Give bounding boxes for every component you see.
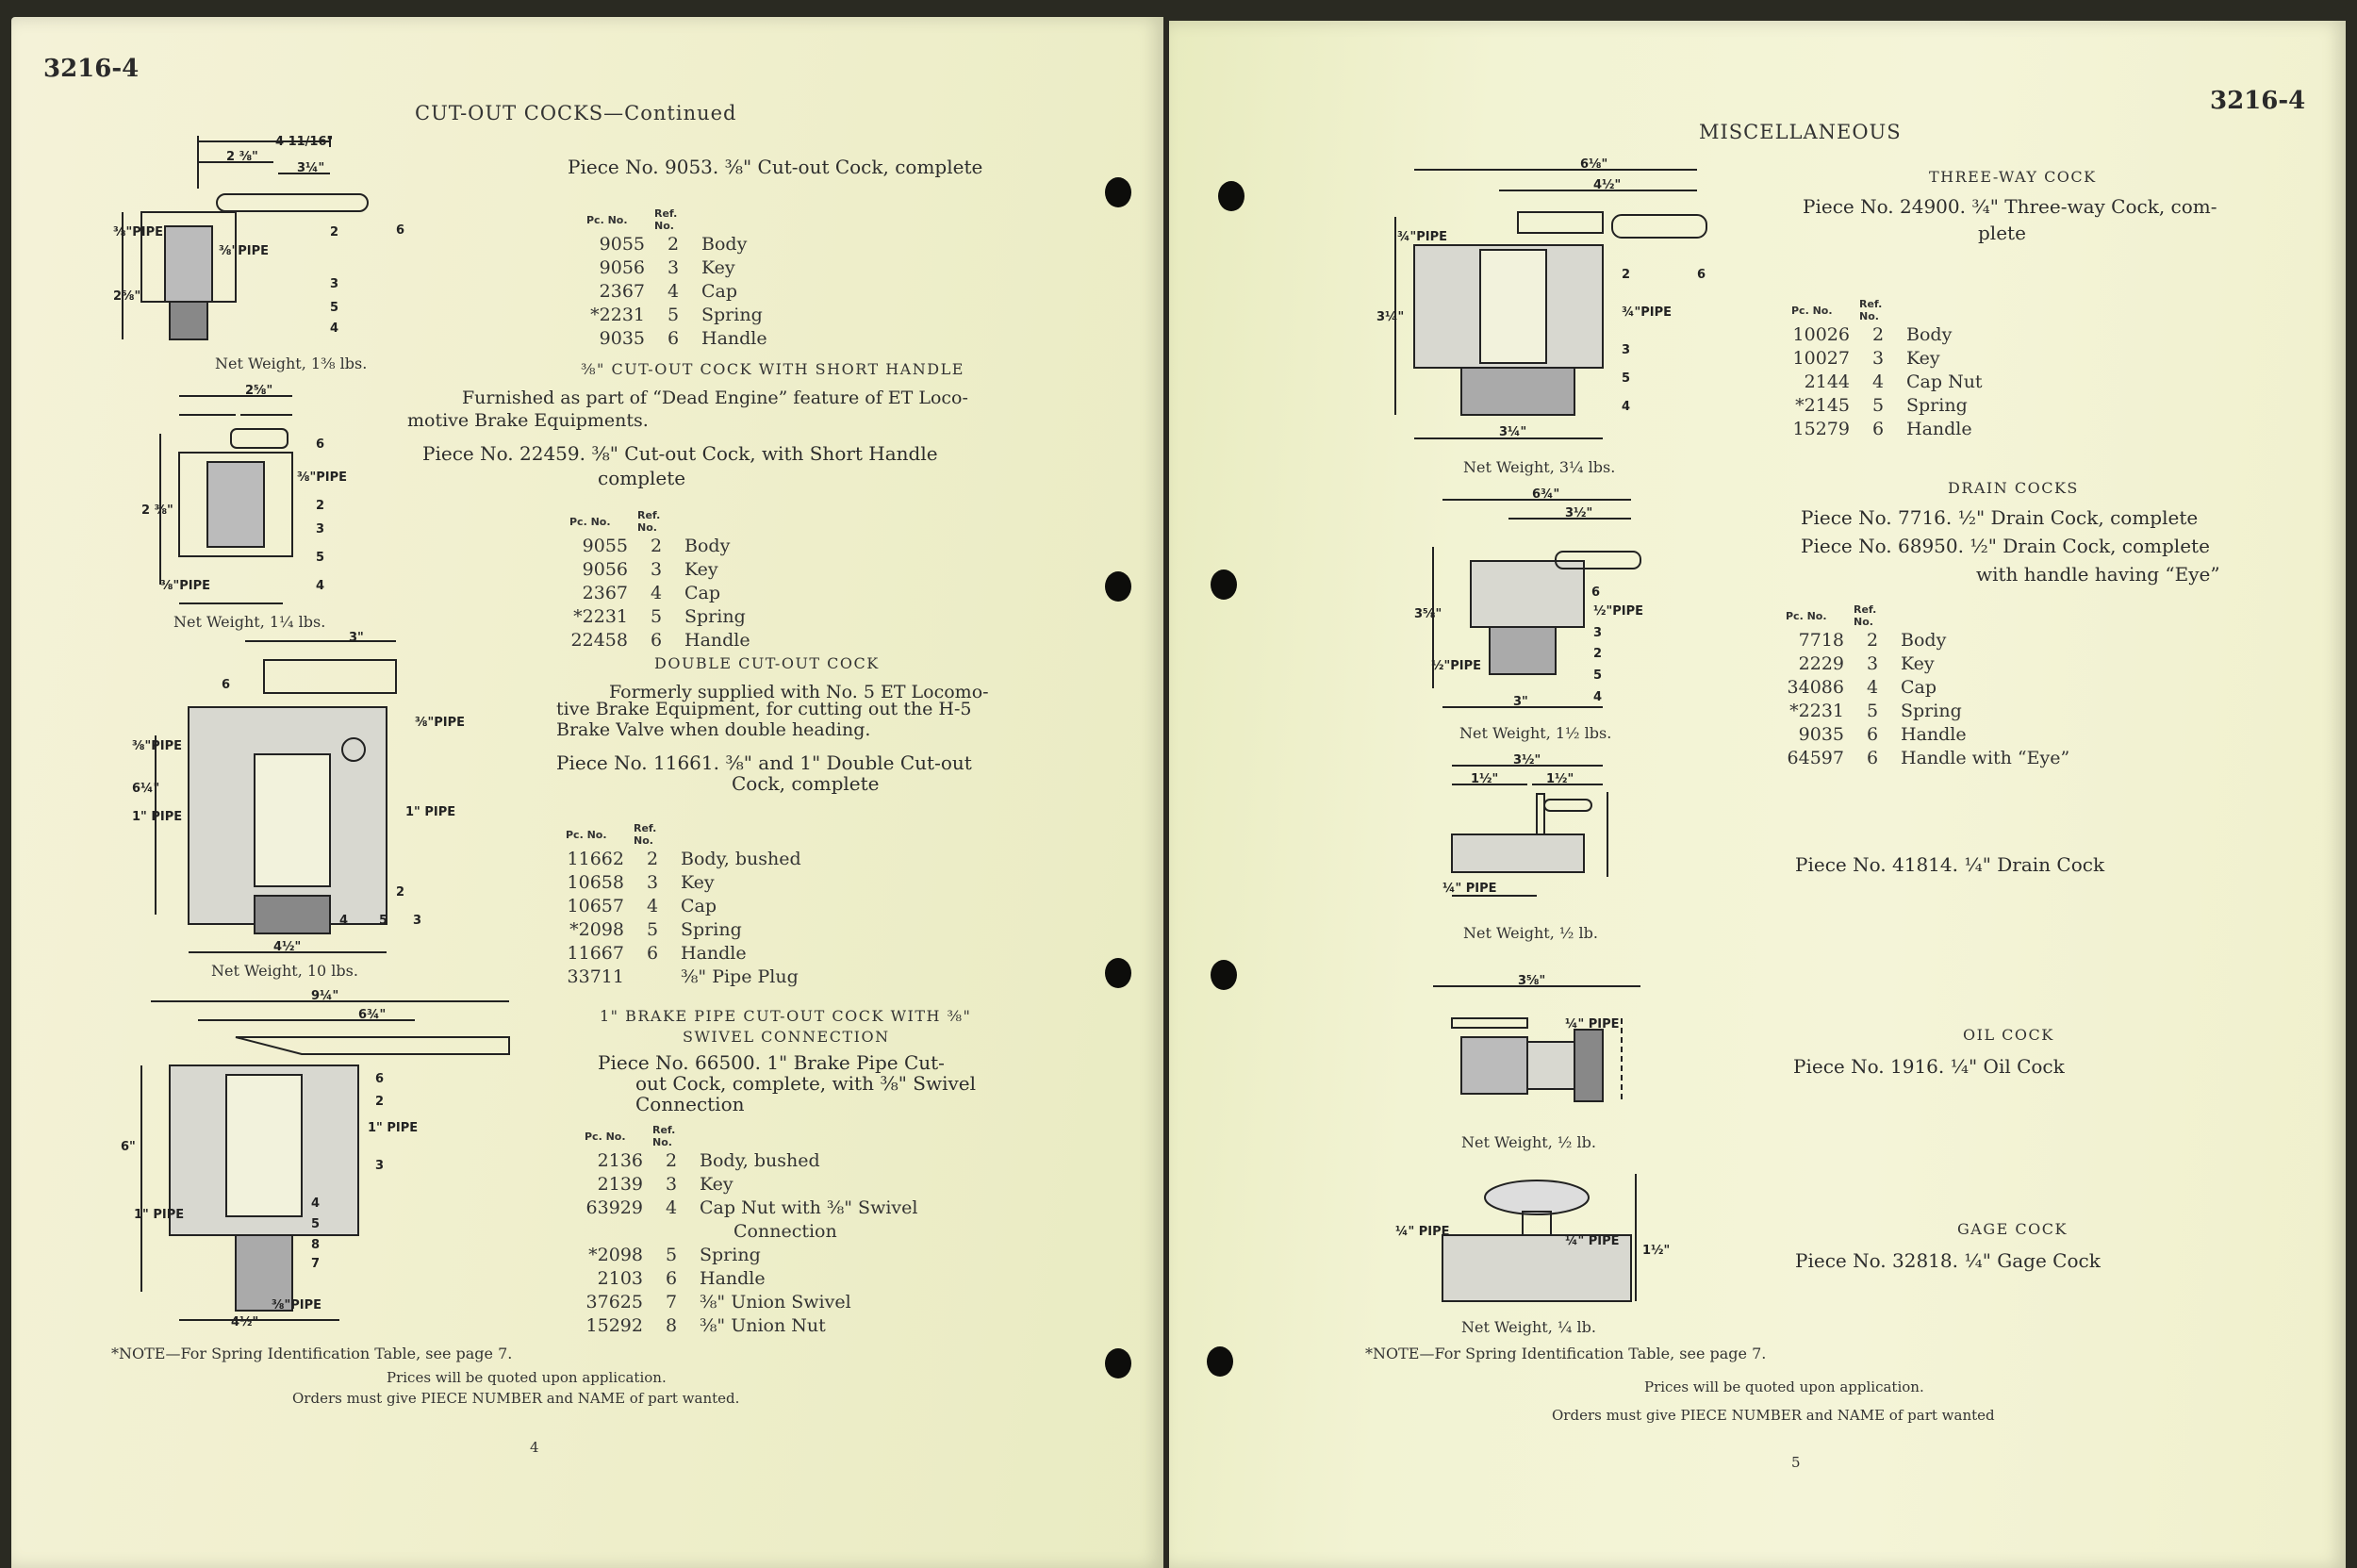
pipe-label: ½"PIPE [1431, 659, 1482, 673]
dim-label: 3⅝" [1518, 974, 1546, 988]
piece-66500: Piece No. 66500. 1" Brake Pipe Cut- [598, 1051, 945, 1074]
table-row: 2144 4 Cap Nut [1804, 371, 1983, 392]
svg-text:4: 4 [1622, 400, 1631, 414]
table-row: 22458 6 Handle [570, 630, 750, 651]
piece-22459-cont: complete [598, 467, 686, 489]
piece-24900: Piece No. 24900. ¾" Three-way Cock, com- [1803, 195, 2217, 218]
left-corner-code: 3216-4 [43, 55, 140, 83]
three-way-cock-drawing [1376, 157, 1725, 453]
table-row: 2367 4 Cap [599, 281, 738, 302]
piece-9053: Piece No. 9053. ⅜" Cut-out Cock, complete [568, 156, 983, 178]
weight-9053: Net Weight, 1⅜ lbs. [215, 355, 368, 372]
dim-label: 6⅛" [1580, 157, 1608, 172]
weight-drain: Net Weight, 1½ lbs. [1459, 724, 1612, 742]
table-row: 33711 ⅜" Pipe Plug [567, 966, 799, 987]
table-row: Connection [733, 1221, 837, 1242]
piece-68950: Piece No. 68950. ½" Drain Cock, complete [1801, 535, 2210, 557]
pipe-label: ⅜"PIPE [113, 225, 164, 239]
svg-text:5: 5 [330, 301, 339, 315]
piece-11661: Piece No. 11661. ⅜" and 1" Double Cut-out [556, 751, 972, 774]
small-drain-cock-drawing [1433, 754, 1631, 915]
piece-32818: Piece No. 32818. ¼" Gage Cock [1795, 1249, 2101, 1272]
table-row: 10658 3 Key [567, 872, 715, 893]
desc-double-2: tive Brake Equipment, for cutting out the H-5 [556, 699, 972, 719]
right-note: *NOTE—For Spring Identification Table, see page 7. [1365, 1345, 1767, 1362]
right-orders: Orders must give PIECE NUMBER and NAME of part wanted [1552, 1407, 1995, 1424]
left-orders: Orders must give PIECE NUMBER and NAME of part wanted. [292, 1390, 740, 1407]
weight-24900: Net Weight, 3¼ lbs. [1463, 458, 1616, 476]
piece-68950-cont: with handle having “Eye” [1976, 563, 2220, 586]
dim-label: 4½" [231, 1315, 259, 1329]
dim-label: 4½" [1593, 178, 1622, 192]
dim-label: 2⅝" [113, 289, 141, 304]
dim-label: 4 11/16" [275, 135, 334, 149]
piece-66500-cont2: Connection [635, 1093, 745, 1115]
dim-label: 6" [121, 1140, 136, 1154]
binder-hole [1105, 958, 1131, 988]
svg-text:6: 6 [222, 678, 231, 692]
table-row: *2145 5 Spring [1795, 395, 1968, 416]
weight-32818: Net Weight, ¼ lb. [1461, 1318, 1596, 1336]
binder-hole [1105, 1348, 1131, 1378]
table-row: 34086 4 Cap [1787, 677, 1937, 698]
table-row: *2098 5 Spring [588, 1245, 761, 1265]
table-row: 11662 2 Body, bushed [567, 849, 801, 869]
dim-label: 6¼" [132, 782, 160, 796]
pipe-label: 1" PIPE [368, 1121, 419, 1135]
svg-text:2: 2 [330, 225, 339, 239]
table-row: 10026 2 Body [1792, 324, 1953, 345]
svg-text:6: 6 [1591, 586, 1601, 600]
table-row: 2136 2 Body, bushed [597, 1150, 820, 1171]
svg-text:2: 2 [1593, 647, 1603, 661]
svg-text:4: 4 [339, 914, 349, 928]
svg-text:3: 3 [316, 522, 325, 536]
svg-text:3: 3 [330, 277, 339, 291]
dim-label: 2 ⅜" [141, 503, 173, 518]
table-row: 63929 4 Cap Nut with ⅜" Swivel [585, 1197, 918, 1218]
pipe-label: ⅜"PIPE [160, 579, 211, 593]
svg-text:6: 6 [396, 223, 405, 238]
left-prices: Prices will be quoted upon application. [387, 1369, 667, 1386]
desc-double-3: Brake Valve when double heading. [556, 719, 871, 740]
svg-text:3: 3 [413, 914, 422, 928]
parts-table-66500: Pc. No. Ref. No. 2136 2 Body, bushed 2139 3 Key 63929 4 Cap Nut with ⅜" Swivel Connection *2098 5 Spring 2103 6 Handle 37625 7 ⅜" Union Swivel 15292 8 ⅜" Union Nut [585, 1124, 927, 1339]
parts-table-11661: Pc. No. Ref. No. 11662 2 Body, bushed 10658 3 Key 10657 4 Cap *2098 5 Spring 11667 6 Handle 33711 ⅜" Pipe Plug [566, 822, 811, 990]
weight-41814: Net Weight, ½ lb. [1463, 924, 1598, 942]
gage-cock-drawing [1395, 1169, 1678, 1311]
right-section-title: MISCELLANEOUS [1699, 121, 1902, 143]
table-row: *2231 5 Spring [1789, 701, 1962, 721]
table-row: 9035 6 Handle [1798, 724, 1967, 745]
svg-text:4: 4 [1593, 690, 1603, 704]
heading-brake-pipe-1: 1" BRAKE PIPE CUT-OUT COCK WITH ⅜" [600, 1007, 972, 1025]
pipe-label: 1" PIPE [405, 805, 456, 819]
dim-label: 3" [1513, 695, 1528, 709]
desc-short-handle-1: Furnished as part of “Dead Engine” feature of ET Loco- [462, 388, 968, 408]
table-row: 15292 8 ⅜" Union Nut [585, 1315, 826, 1336]
binder-hole [1218, 181, 1244, 211]
piece-66500-cont1: out Cock, complete, with ⅜" Swivel [635, 1072, 977, 1095]
pipe-label: ¼" PIPE [1565, 1017, 1620, 1032]
cutout-cock-22459-drawing [141, 377, 387, 622]
svg-text:4: 4 [311, 1197, 321, 1211]
svg-text:5: 5 [311, 1217, 321, 1231]
svg-text:3: 3 [1593, 626, 1603, 640]
svg-text:7: 7 [311, 1257, 321, 1271]
binder-hole [1105, 177, 1131, 207]
dim-label: 6¾" [358, 1008, 387, 1022]
pipe-label: ¼" PIPE [1442, 882, 1497, 896]
table-row: 15279 6 Handle [1792, 419, 1972, 439]
pipe-label: ⅜"PIPE [132, 739, 183, 753]
left-section-title: CUT-OUT COCKS—Continued [415, 102, 737, 124]
dim-label: 6¾" [1532, 487, 1560, 502]
weight-11661: Net Weight, 10 lbs. [211, 962, 358, 980]
heading-three-way: THREE-WAY COCK [1929, 168, 2097, 186]
parts-table-9053: Pc. No. Ref. No. 9055 2 Body 9056 3 Key 2367 4 Cap *2231 5 Spring 9035 6 Handle [586, 207, 777, 352]
dim-label: 3¼" [297, 161, 325, 175]
table-row: 7718 2 Body [1798, 630, 1947, 651]
table-row: *2098 5 Spring [569, 919, 742, 940]
right-prices: Prices will be quoted upon application. [1644, 1378, 1924, 1395]
piece-24900-cont: plete [1978, 222, 2026, 244]
piece-7716: Piece No. 7716. ½" Drain Cock, complete [1801, 506, 2199, 529]
parts-table-drain: Pc. No. Ref. No. 7718 2 Body 2229 3 Key 34086 4 Cap *2231 5 Spring 9035 6 Handle 64597 6 Handle with “Eye” [1786, 603, 2079, 771]
left-note: *NOTE—For Spring Identification Table, see page 7. [111, 1345, 513, 1362]
weight-1916: Net Weight, ½ lb. [1461, 1133, 1596, 1151]
dim-label: 3½" [1565, 506, 1593, 520]
table-row: 2103 6 Handle [597, 1268, 766, 1289]
svg-text:5: 5 [1593, 668, 1603, 683]
svg-text:4: 4 [330, 322, 339, 336]
dim-label: 1½" [1642, 1244, 1671, 1258]
binder-hole [1105, 571, 1131, 602]
piece-41814: Piece No. 41814. ¼" Drain Cock [1795, 853, 2105, 876]
weight-22459: Net Weight, 1¼ lbs. [173, 613, 326, 631]
svg-text:2: 2 [316, 499, 325, 513]
svg-text:2: 2 [1622, 268, 1631, 282]
table-row: 2367 4 Cap [582, 583, 721, 603]
pipe-label: ⅜"PIPE [219, 244, 270, 258]
right-page [1169, 21, 2346, 1568]
svg-text:4: 4 [316, 579, 325, 593]
dim-label: 3¼" [1376, 310, 1405, 324]
dim-label: 4½" [273, 940, 302, 954]
pipe-label: ⅜"PIPE [297, 470, 348, 485]
svg-text:6: 6 [375, 1072, 385, 1086]
cutout-cock-9053-drawing [113, 132, 424, 368]
heading-oil: OIL COCK [1963, 1026, 2054, 1044]
brake-pipe-cutout-cock-drawing [113, 990, 528, 1339]
table-row: 64597 6 Handle with “Eye” [1787, 748, 2070, 768]
table-row: 9055 2 Body [582, 536, 731, 556]
dim-label: 3½" [1513, 753, 1541, 767]
table-row: 37625 7 ⅜" Union Swivel [585, 1292, 851, 1312]
table-row: 11667 6 Handle [567, 943, 747, 964]
heading-drain: DRAIN COCKS [1948, 479, 2079, 497]
piece-22459: Piece No. 22459. ⅜" Cut-out Cock, with Short Handle [422, 442, 938, 465]
pipe-label: ⅜"PIPE [415, 716, 466, 730]
svg-text:6: 6 [316, 437, 325, 452]
svg-text:5: 5 [316, 551, 325, 565]
table-row: 2139 3 Key [597, 1174, 733, 1195]
table-row: 9056 3 Key [599, 257, 735, 278]
right-page-number: 5 [1791, 1454, 1801, 1471]
pipe-label: ¼" PIPE [1395, 1225, 1450, 1239]
table-row: *2231 5 Spring [573, 606, 746, 627]
piece-1916: Piece No. 1916. ¼" Oil Cock [1793, 1055, 2065, 1078]
parts-table-22459: Pc. No. Ref. No. 9055 2 Body 9056 3 Key 2367 4 Cap *2231 5 Spring 22458 6 Handle [569, 509, 760, 653]
desc-double-1: Formerly supplied with No. 5 ET Locomo- [609, 682, 989, 702]
heading-brake-pipe-2: SWIVEL CONNECTION [683, 1028, 890, 1046]
pipe-label: ⅜"PIPE [272, 1298, 322, 1312]
right-corner-code: 3216-4 [2210, 87, 2306, 115]
table-row: 10027 3 Key [1792, 348, 1940, 369]
dim-label: 2⅝" [245, 384, 273, 398]
table-row: 9055 2 Body [599, 234, 748, 255]
parts-table-24900: Pc. No. Ref. No. 10026 2 Body 10027 3 Key 2144 4 Cap Nut *2145 5 Spring 15279 6 Handle [1791, 298, 1992, 442]
dim-label: 3⅝" [1414, 607, 1442, 621]
desc-short-handle-2: motive Brake Equipments. [407, 410, 649, 431]
binder-hole [1211, 960, 1237, 990]
piece-11661-cont: Cock, complete [732, 772, 880, 795]
binder-hole [1207, 1346, 1233, 1377]
pipe-label: 1" PIPE [134, 1208, 185, 1222]
dim-label: 1½" [1471, 772, 1499, 786]
table-row: 10657 4 Cap [567, 896, 717, 916]
drain-cock-drawing [1414, 487, 1659, 726]
svg-text:2: 2 [375, 1095, 385, 1109]
svg-text:5: 5 [1622, 371, 1631, 386]
oil-cock-drawing [1424, 971, 1669, 1122]
pipe-label: ½"PIPE [1593, 604, 1644, 619]
left-page-number: 4 [530, 1439, 539, 1456]
pipe-label: 1" PIPE [132, 810, 183, 824]
heading-double: DOUBLE CUT-OUT COCK [654, 654, 880, 672]
table-row: 2229 3 Key [1798, 653, 1935, 674]
pipe-label: ¾"PIPE [1622, 305, 1673, 320]
double-cutout-cock-drawing [132, 631, 466, 981]
dim-label: 3¼" [1499, 425, 1527, 439]
svg-text:6: 6 [1697, 268, 1706, 282]
svg-text:8: 8 [311, 1238, 321, 1252]
pipe-label: ¼" PIPE [1565, 1234, 1620, 1248]
pipe-label: ¾"PIPE [1397, 230, 1448, 244]
table-row: 9035 6 Handle [599, 328, 767, 349]
heading-short-handle: ⅜" CUT-OUT COCK WITH SHORT HANDLE [581, 360, 964, 378]
dim-label: 9¼" [311, 989, 339, 1003]
svg-text:2: 2 [396, 885, 405, 900]
heading-gage: GAGE COCK [1957, 1220, 2068, 1238]
svg-text:5: 5 [379, 914, 388, 928]
table-row: 9056 3 Key [582, 559, 718, 580]
dim-label: 1½" [1546, 772, 1574, 786]
binder-hole [1211, 569, 1237, 600]
svg-text:3: 3 [1622, 343, 1631, 357]
dim-label: 2 ⅜" [226, 150, 258, 164]
dim-label: 3" [349, 631, 364, 645]
table-row: *2231 5 Spring [590, 305, 763, 325]
svg-text:3: 3 [375, 1159, 385, 1173]
